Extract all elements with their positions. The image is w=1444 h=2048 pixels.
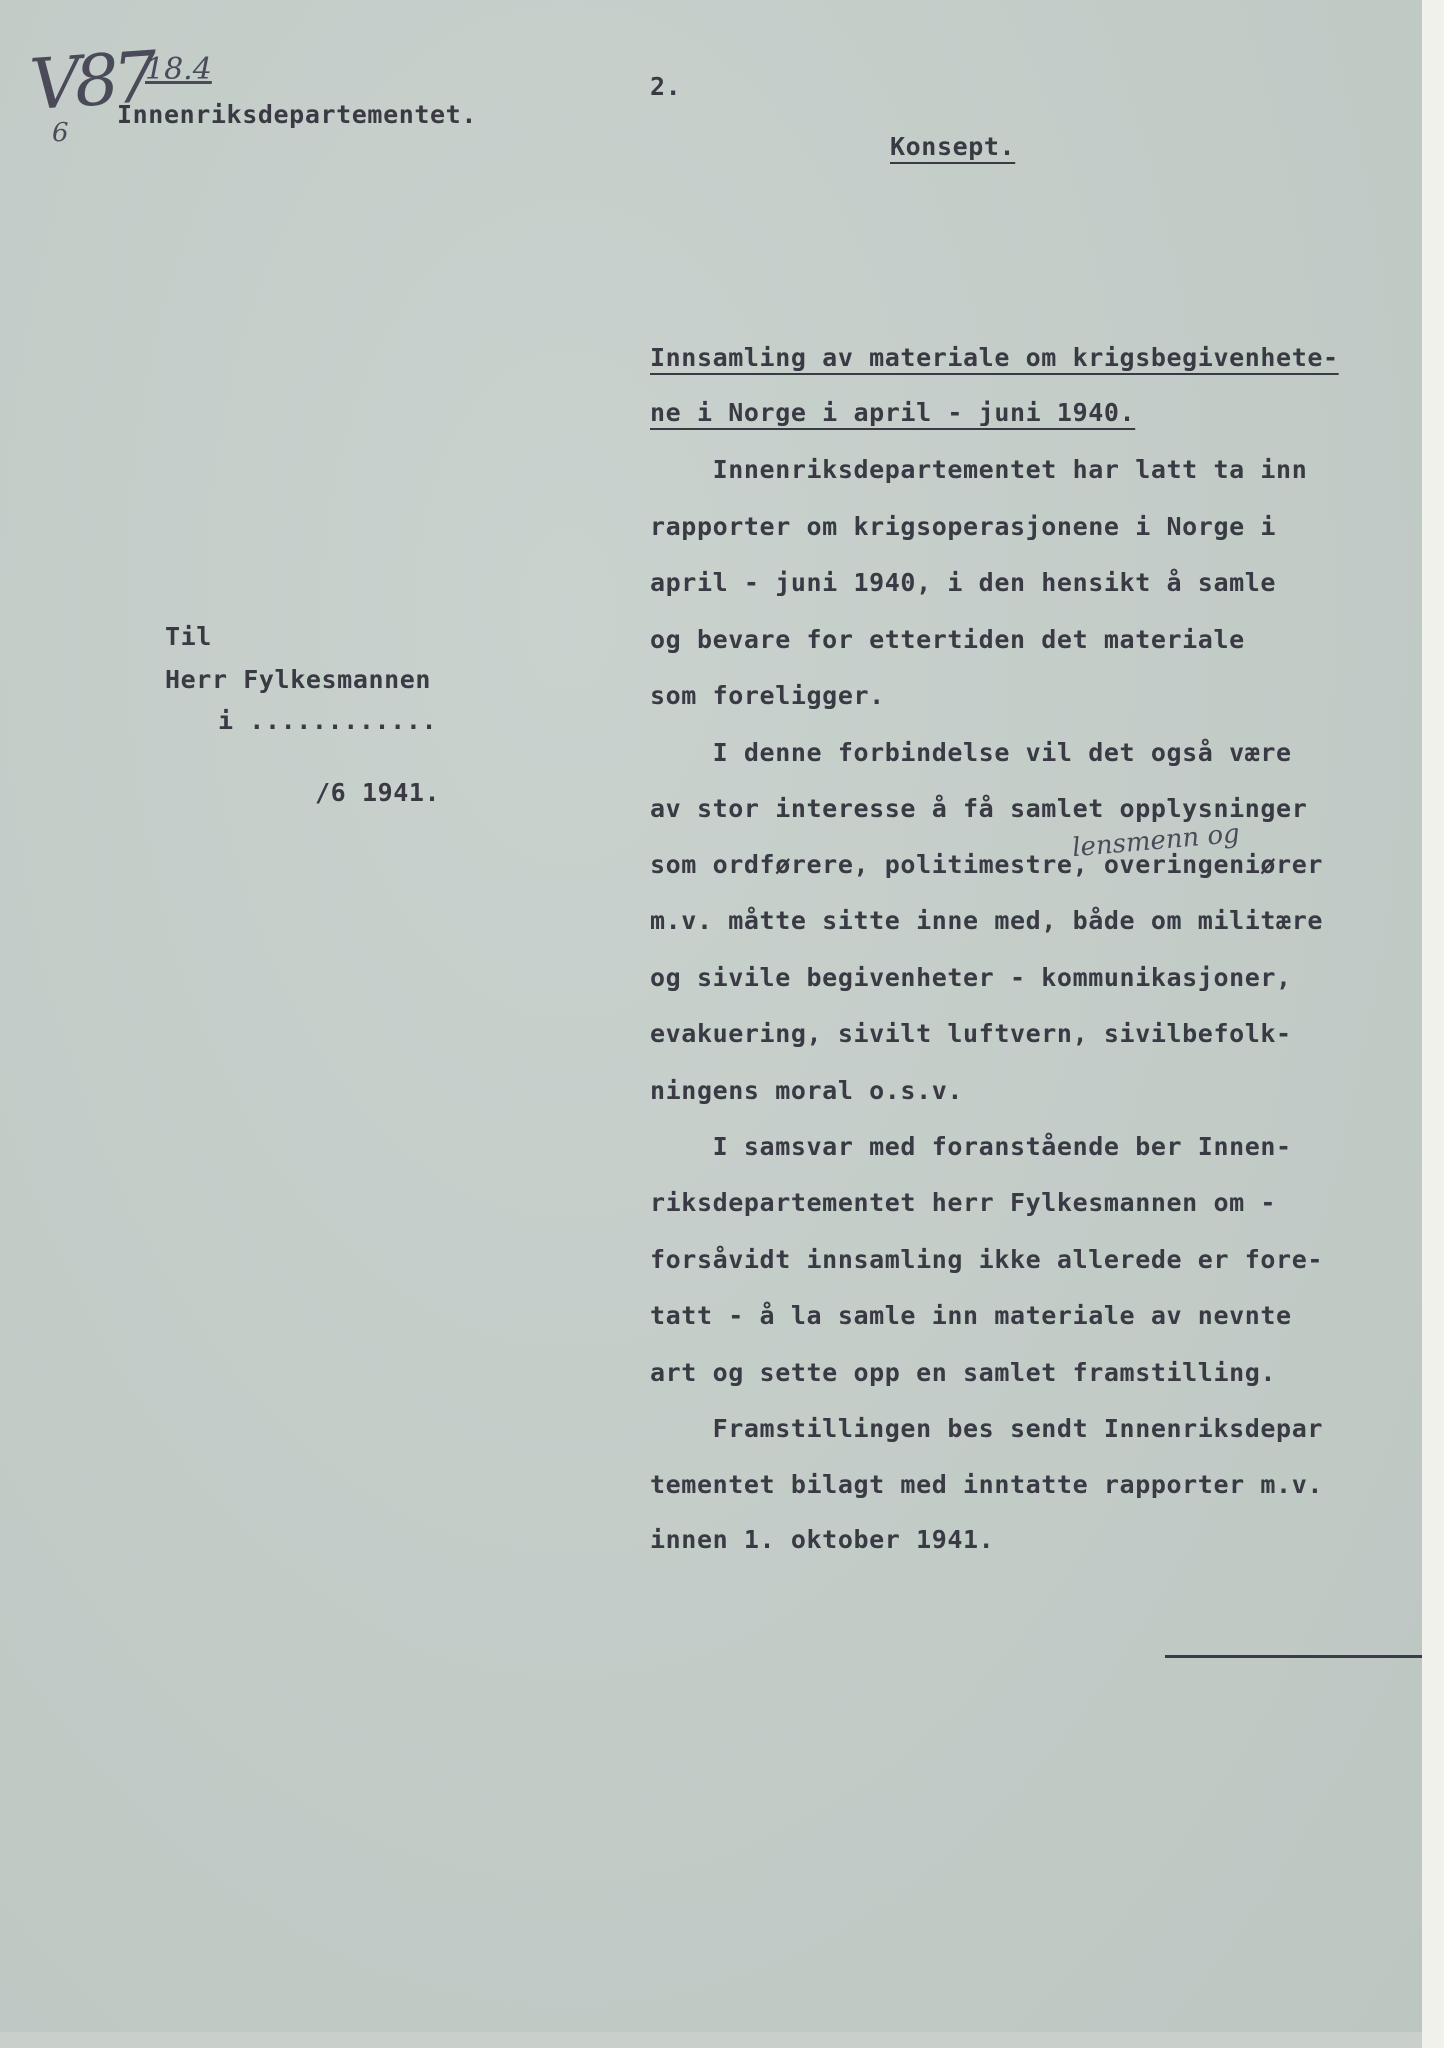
addressee-name: Herr Fylkesmannen bbox=[165, 665, 432, 694]
body-line: I denne forbindelse vil det også være bbox=[650, 738, 1292, 767]
page-number: 2. bbox=[650, 72, 682, 101]
paper-edge bbox=[1422, 0, 1444, 2048]
body-line: Framstillingen bes sendt Innenriksdepar bbox=[650, 1414, 1324, 1443]
subject-line-2: ne i Norge i april - juni 1940. bbox=[650, 398, 1136, 427]
body-line: av stor interesse å få samlet opplysninger bbox=[650, 794, 1308, 823]
body-line: forsåvidt innsamling ikke allerede er fore- bbox=[650, 1245, 1324, 1274]
subject-line-1: Innsamling av materiale om krigsbegivenhete- bbox=[650, 343, 1339, 372]
konsept-label: Konsept. bbox=[890, 132, 1016, 161]
body-line: evakuering, sivilt luftvern, sivilbefolk- bbox=[650, 1019, 1292, 1048]
addressee-place: i ............ bbox=[218, 706, 438, 735]
folio-mark: V87 bbox=[27, 35, 155, 127]
body-line: innen 1. oktober 1941. bbox=[650, 1525, 995, 1554]
body-line: art og sette opp en samlet framstilling. bbox=[650, 1358, 1277, 1387]
handwritten-date: 18.4 bbox=[145, 52, 212, 87]
body-line: I samsvar med foranstående ber Innen- bbox=[650, 1132, 1292, 1161]
body-line: og sivile begivenheter - kommunikasjoner, bbox=[650, 963, 1292, 992]
body-line: som ordførere, politimestre, overingeniører bbox=[650, 850, 1324, 879]
handwritten-insert: lensmenn og bbox=[1071, 818, 1241, 864]
body-line: riksdepartementet herr Fylkesmannen om - bbox=[650, 1188, 1277, 1217]
folio-sub: 6 bbox=[52, 118, 69, 148]
body-line: og bevare for ettertiden det materiale bbox=[650, 625, 1245, 654]
closing-rule bbox=[1165, 1655, 1422, 1658]
body-line: Innenriksdepartementet har latt ta inn bbox=[650, 455, 1308, 484]
department-name: Innenriksdepartementet. bbox=[117, 100, 477, 129]
body-line: m.v. måtte sitte inne med, både om militære bbox=[650, 906, 1324, 935]
body-line: ningens moral o.s.v. bbox=[650, 1076, 964, 1105]
addressee-til: Til bbox=[165, 622, 212, 651]
body-line: tatt - å la samle inn materiale av nevnte bbox=[650, 1301, 1292, 1330]
letter-date: /6 1941. bbox=[315, 778, 441, 807]
body-line: som foreligger. bbox=[650, 681, 885, 710]
body-line: rapporter om krigsoperasjonene i Norge i bbox=[650, 512, 1277, 541]
body-line: april - juni 1940, i den hensikt å samle bbox=[650, 568, 1277, 597]
body-line: tementet bilagt med inntatte rapporter m.v. bbox=[650, 1470, 1324, 1499]
